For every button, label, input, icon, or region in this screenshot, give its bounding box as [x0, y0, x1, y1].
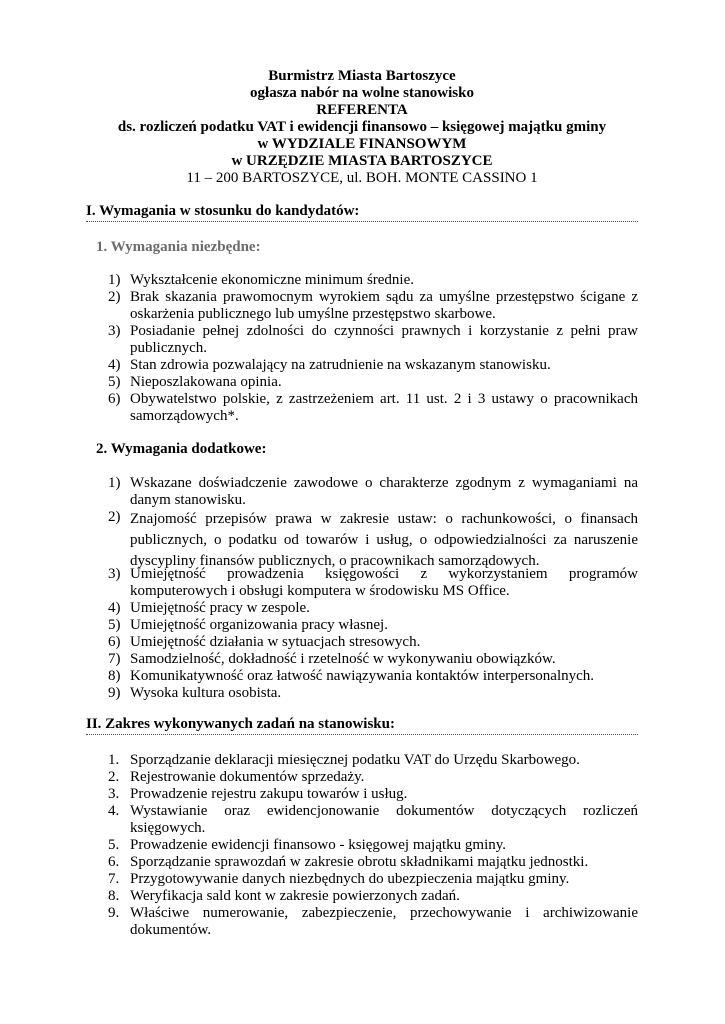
list-item: 2. Rejestrowanie dokumentów sprzedaży.	[108, 769, 365, 785]
header-line-mayor: Burmistrz Miasta Bartoszyce	[268, 68, 456, 84]
announcement-header	[86, 68, 638, 187]
section-1-title: I. Wymagania w stosunku do kandydatów:	[86, 203, 638, 222]
list-item: 5) Nieposzlakowana opinia.	[108, 374, 282, 390]
header-line-announcement: ogłasza nabór na wolne stanowisko	[250, 85, 474, 101]
list-item: 8. Weryfikacja sald kont w zakresie powierzonych zadań.	[108, 888, 460, 904]
list-item: 1. Sporządzanie deklaracji miesięcznej podatku VAT do Urzędu Skarbowego.	[108, 752, 580, 768]
list-item: 2) Znajomość przepisów prawa w zakresie ustaw: o rachunkowości, o finansach publicznych, o podatku od towarów i usług, o odpowiedzialności za naruszenie dyscypliny finansów publicznych, o pracownikach samorządowych.	[108, 509, 638, 569]
list-item: 9) Wysoka kultura osobista.	[108, 685, 282, 701]
list-item: 7. Przygotowywanie danych niezbędnych do ubezpieczenia majątku gminy.	[108, 871, 570, 887]
list-item: 2) Brak skazania prawomocnym wyrokiem sądu za umyślne przestępstwo ścigane z oskarżenia publicznego lub umyślne przestępstwo skarbowe.	[108, 289, 638, 322]
list-item: 4) Umiejętność pracy w zespole.	[108, 600, 310, 616]
list-item: 9. Właściwe numerowanie, zabezpieczenie, przechowywanie i archiwizowanie dokumentów.	[108, 905, 638, 938]
list-item: 6) Obywatelstwo polskie, z zastrzeżeniem art. 11 ust. 2 i 3 ustawy o pracownikach samorządowych*.	[108, 391, 638, 424]
header-line-address: 11 – 200 BARTOSZYCE, ul. BOH. MONTE CASSINO 1	[186, 170, 538, 186]
list-item: 8) Komunikatywność oraz łatwość nawiązywania kontaktów interpersonalnych.	[108, 668, 595, 684]
list-item: 7) Samodzielność, dokładność i rzetelność w wykonywaniu obowiązków.	[108, 651, 556, 667]
list-item: 1) Wskazane doświadczenie zawodowe o charakterze zgodnym z wymaganiami na danym stanowisku.	[108, 475, 638, 508]
list-item: 5) Umiejętność organizowania pracy własnej.	[108, 617, 388, 633]
list-item: 1) Wykształcenie ekonomiczne minimum średnie.	[108, 272, 415, 288]
list-item: 4) Stan zdrowia pozwalający na zatrudnienie na wskazanym stanowisku.	[108, 357, 551, 373]
header-line-position: REFERENTA	[316, 102, 408, 118]
section-2-title: II. Zakres wykonywanych zadań na stanowisku:	[86, 716, 638, 735]
list-item: 3) Umiejętność prowadzenia księgowości z wykorzystaniem programów komputerowych i obsługi komputera w środowisku MS Office.	[108, 566, 638, 599]
list-item: 3. Prowadzenie rejestru zakupu towarów i usług.	[108, 786, 408, 802]
list-item: 3) Posiadanie pełnej zdolności do czynności prawnych i korzystanie z pełni praw publicznych.	[108, 323, 638, 356]
list-item: 6. Sporządzanie sprawozdań w zakresie obrotu składnikami majątku jednostki.	[108, 854, 589, 870]
subsection-required-title: 1. Wymagania niezbędne:	[96, 239, 261, 255]
list-item: 6) Umiejętność działania w sytuacjach stresowych.	[108, 634, 421, 650]
list-item: 4. Wystawianie oraz ewidencjonowanie dokumentów dotyczących rozliczeń księgowych.	[108, 803, 638, 836]
header-line-department: w WYDZIALE FINANSOWYM	[257, 136, 467, 152]
subsection-additional-title: 2. Wymagania dodatkowe:	[96, 441, 267, 457]
header-line-scope: ds. rozliczeń podatku VAT i ewidencji finansowo – księgowej majątku gminy	[117, 119, 607, 135]
header-line-office: w URZĘDZIE MIASTA BARTOSZYCE	[231, 153, 493, 169]
list-item: 5. Prowadzenie ewidencji finansowo - księgowej majątku gminy.	[108, 837, 507, 853]
